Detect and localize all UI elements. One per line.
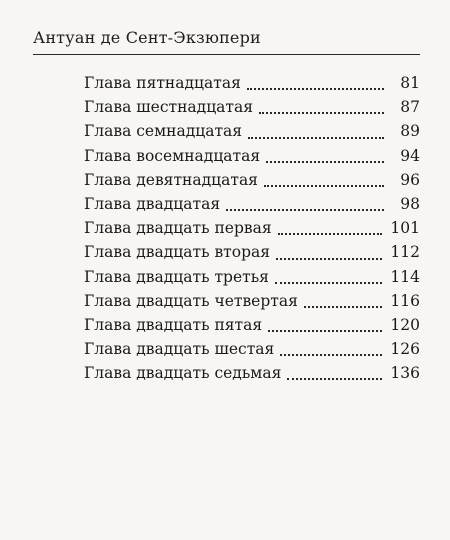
toc-entry[interactable]	[84, 364, 420, 388]
toc-entry[interactable]	[84, 292, 420, 316]
dot-leader	[304, 306, 383, 308]
toc-entry-title: Глава двадцать вторая	[84, 243, 271, 262]
toc-entry-page: 116	[390, 291, 420, 310]
toc-entry[interactable]	[84, 147, 420, 171]
toc-entry-title: Глава девятнадцатая	[84, 170, 258, 189]
toc-entry-page: 94	[400, 146, 420, 165]
toc-entry-page: 96	[400, 170, 420, 189]
toc-entry-title: Глава восемнадцатая	[84, 146, 261, 165]
toc-entry-title: Глава двадцатая	[84, 194, 221, 213]
toc-entry-page: 126	[390, 340, 420, 359]
dot-leader	[268, 330, 382, 332]
toc-entry[interactable]	[84, 171, 420, 195]
toc-entry-title: Глава двадцать шестая	[84, 340, 275, 359]
toc-entry-title: Глава шестнадцатая	[84, 98, 254, 117]
dot-leader	[264, 185, 384, 187]
toc-entry-title: Глава двадцать седьмая	[84, 364, 282, 383]
toc-entry-page: 98	[400, 194, 420, 213]
dot-leader	[226, 209, 384, 211]
dot-leader	[287, 378, 382, 380]
dot-leader	[275, 282, 382, 284]
dot-leader	[266, 161, 384, 163]
dot-leader	[248, 137, 384, 139]
dot-leader	[280, 354, 382, 356]
toc-entry[interactable]	[84, 74, 420, 98]
toc-entry-page: 120	[390, 315, 420, 334]
dot-leader	[247, 88, 384, 90]
toc-entry-title: Глава семнадцатая	[84, 122, 243, 141]
toc-entry[interactable]	[84, 243, 420, 267]
toc-entry-title: Глава двадцать четвертая	[84, 291, 298, 310]
toc-entry-page: 112	[390, 243, 420, 262]
toc-entry-page: 81	[400, 74, 420, 92]
dot-leader	[259, 112, 384, 114]
toc-entry[interactable]	[84, 195, 420, 219]
toc-entry[interactable]	[84, 122, 420, 146]
toc-entry-title: Глава двадцать третья	[84, 267, 269, 286]
toc-entry-title: Глава двадцать первая	[84, 219, 272, 238]
toc-entry-title: Глава пятнадцатая	[84, 74, 241, 92]
toc-entry[interactable]	[84, 98, 420, 122]
toc-entry-page: 136	[390, 364, 420, 383]
toc-entry-page: 87	[400, 98, 420, 117]
table-of-contents	[84, 74, 420, 388]
dot-leader	[276, 258, 382, 260]
dot-leader	[278, 233, 383, 235]
toc-entry[interactable]	[84, 340, 420, 364]
toc-entry-page: 114	[390, 267, 420, 286]
header-rule	[33, 54, 420, 55]
toc-entry-title: Глава двадцать пятая	[84, 315, 263, 334]
toc-entry-page: 89	[400, 122, 420, 141]
toc-entry-page: 101	[390, 219, 420, 238]
toc-entry[interactable]	[84, 268, 420, 292]
toc-entry[interactable]	[84, 219, 420, 243]
running-head: Антуан де Сент-Экзюпери	[33, 28, 261, 47]
toc-entry[interactable]	[84, 316, 420, 340]
